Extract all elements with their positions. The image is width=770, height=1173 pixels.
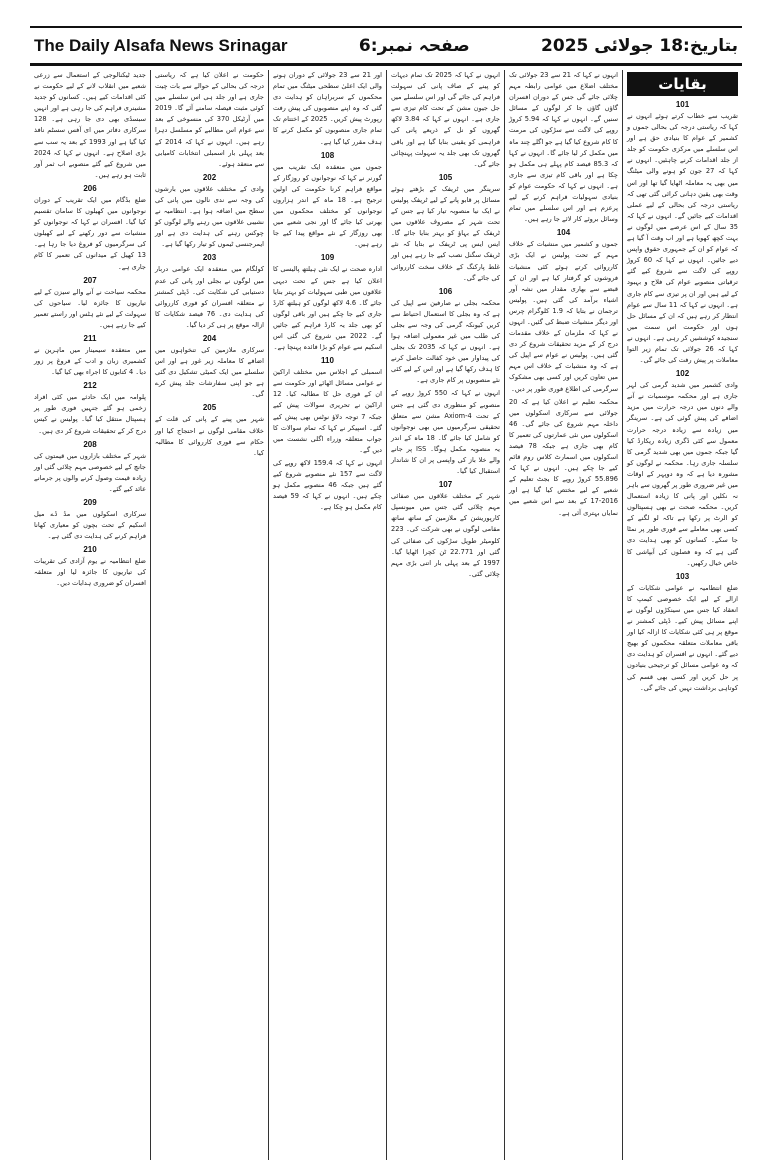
article-number: 109 <box>320 253 335 263</box>
article-text: سرینگر میں ٹریفک کے بڑھتے ہوئے مسائل پر قابو پانے کے لیے ٹریفک پولیس نے ایک نیا منصوبہ تیار کیا ہے جس کے تحت شہر کے مصروف علاقوں میں ٹریفک کے بہاؤ کو بہتر بنایا جائے گا۔ ایس ایس پی ٹریفک نے بتایا کہ نئے ٹریفک سگنل نصب کیے جا رہے ہیں اور غلط پارکنگ کے خلاف سخت کارروائی کی جائے گی۔ <box>391 184 500 282</box>
article-number: 108 <box>320 150 335 160</box>
article-text: شہر کے مختلف علاقوں میں صفائی مہم چلائی گئی جس میں میونسپل کارپوریشن کے ملازمین کے ساتھ ساتھ مقامی لوگوں نے بھی شرکت کی۔ 223 کلومیٹر طویل سڑکوں کی صفائی کی گئی اور 22.771 ٹن کچرا اٹھایا گیا۔ 1997 کے بعد پہلی بار اتنی بڑی مہم چلائی گئی۔ <box>391 492 500 578</box>
column-3 <box>386 70 504 1160</box>
article-text: شہر میں پینے کے پانی کی قلت کے خلاف مقامی لوگوں نے احتجاج کیا اور حکام سے فوری کارروائی کا مطالبہ کیا۔ <box>155 415 264 457</box>
article-number: 202 <box>202 172 217 182</box>
masthead <box>30 26 742 66</box>
article-text: وادی کے مختلف علاقوں میں بارشوں کی وجہ سے ندی نالوں میں پانی کی سطح میں اضافہ ہوا ہے۔ انتظامیہ نے نشیبی علاقوں میں رہنے والے لوگوں کو چوکس رہنے کی ہدایت دی ہے اور ایمرجنسی ٹیموں کو تیار رکھا گیا ہے۔ <box>155 184 264 249</box>
article-number: 211 <box>83 333 97 343</box>
column-1 <box>622 70 742 1160</box>
article-text: ضلع انتظامیہ نے یوم آزادی کی تقریبات کی تیاریوں کا جائزہ لیا اور متعلقہ افسران کو ضروری ہدایات دیں۔ <box>34 557 146 588</box>
article-number: 106 <box>438 286 453 296</box>
article-number: 205 <box>202 403 217 413</box>
article-text: محکمہ بجلی نے صارفین سے اپیل کی ہے کہ وہ بجلی کا استعمال احتیاط سے کریں کیونکہ گرمی کی وجہ سے بجلی کی طلب میں غیر معمولی اضافہ ہوا ہے۔ انہوں نے کہا کہ 2035 تک بجلی کی پیداوار میں خود کفالت حاصل کرنے کا ہدف رکھا گیا ہے اور اس کے لیے کئی نئے منصوبوں پر کام جاری ہے۔ <box>391 298 500 385</box>
article-number: 204 <box>202 333 217 343</box>
column-2 <box>504 70 622 1160</box>
article-text: جموں و کشمیر میں منشیات کے خلاف مہم کے تحت پولیس نے ایک بڑی کارروائی کرتے ہوئے کئی منشیات فروشوں کو گرفتار کیا ہے اور ان کے قبضے سے بھاری مقدار میں نشہ آور اشیاء برآمد کی گئی ہیں۔ پولیس ترجمان نے بتایا کہ 1.9 کلوگرام چرس اور دیگر منشیات ضبط کی گئیں۔ انہوں نے کہا کہ ملزمان کے خلاف مقدمات درج کر کے مزید تحقیقات شروع کر دی گئی ہیں۔ پولیس نے عوام سے اپیل کی ہے کہ وہ منشیات کے خلاف اس مہم میں تعاون کریں اور کسی بھی مشکوک سرگرمی کی اطلاع فوری طور پر دیں۔ <box>509 240 618 393</box>
article-text: انہوں نے کہا کہ 550 کروڑ روپے کے منصوبے کو منظوری دی گئی ہے جس کے تحت Axiom-4 مشن سے متعلق تحقیقی سرگرمیوں میں بھی نوجوانوں کو شامل کیا جائے گا۔ 18 ماہ کے اندر یہ منصوبہ مکمل ہوگا۔ ISS پر جانے والے خلا باز کی واپسی پر ان کا شاندار استقبال کیا گیا۔ <box>391 389 500 476</box>
article-text: محکمہ سیاحت نے آنے والے سیزن کے لیے تیاریوں کا جائزہ لیا۔ سیاحوں کی سہولت کے لیے نئے ہٹس اور راستے تعمیر کیے جا رہے ہیں۔ <box>34 287 146 329</box>
column-5 <box>150 70 268 1160</box>
article-text: سرکاری اسکولوں میں مڈ ڈے میل اسکیم کے تحت بچوں کو معیاری کھانا فراہم کرنے کی ہدایت دی گئی ہے۔ <box>34 510 146 541</box>
article-number: 104 <box>556 228 571 238</box>
article-text: محکمہ تعلیم نے اعلان کیا ہے کہ 20 جولائی سے سرکاری اسکولوں میں داخلہ مہم شروع کی جائے گی۔ 46 اسکولوں میں نئی عمارتوں کی تعمیر کا کام بھی جاری ہے جبکہ 78 فیصد اسکولوں میں اسمارٹ کلاس روم قائم کیے جا چکے ہیں۔ انہوں نے کہا کہ 55.896 کروڑ روپے کا بجٹ تعلیم کے شعبے کے لیے مختص کیا گیا ہے اور 2016-17 کے بعد سے اس شعبے میں نمایاں بہتری آئی ہے۔ <box>509 397 618 517</box>
article-text: کولگام میں منعقدہ ایک عوامی دربار میں لوگوں نے بجلی اور پانی کی عدم دستیابی کی شکایت کی۔ ڈپٹی کمشنر نے متعلقہ افسران کو فوری کارروائی کی ہدایت دی۔ 76 فیصد شکایات کا ازالہ موقع پر ہی کر دیا گیا۔ <box>155 265 264 329</box>
article-text: شہر کے مختلف بازاروں میں قیمتوں کی جانچ کے لیے خصوصی مہم چلائی گئی اور زیادہ قیمت وصول کرنے والوں پر جرمانے عائد کیے گئے۔ <box>34 451 146 493</box>
article-number: 208 <box>83 439 97 449</box>
article-text: ضلع بڈگام میں ایک تقریب کے دوران نوجوانوں میں کھیلوں کا سامان تقسیم کیا گیا۔ افسران نے کہا کہ نوجوانوں کو منشیات سے دور رکھنے کے لیے کھیلوں کی سرگرمیوں کو فروغ دیا جا رہا ہے۔ 13 کھیل کے میدانوں کی تعمیر کا کام جاری ہے۔ <box>34 195 146 271</box>
article-number: 206 <box>83 183 97 193</box>
article-text: انہوں نے کہا کہ 159.4 لاکھ روپے کی لاگت سے 157 نئے منصوبے شروع کیے گئے ہیں جبکہ 46 منصوبے مکمل ہو چکے ہیں۔ انہوں نے کہا کہ 59 فیصد کام مکمل ہو چکا ہے۔ <box>273 458 382 512</box>
article-text: تقریب سے خطاب کرتے ہوئے انہوں نے کہا کہ ریاستی درجہ کی بحالی جموں و کشمیر کے عوام کا بنیادی حق ہے اور اس سلسلے میں مرکزی حکومت کو جلد از جلد اقدامات کرنے چاہئیں۔ انہوں نے کہا کہ 27 جون کو ہونے والی میٹنگ میں بھی یہ معاملہ اٹھایا گیا تھا اور اس وقت بھی یقین دہانی کرائی گئی تھی کہ ریاستی درجہ کی بحالی کے لیے عملی اقدامات کیے جائیں گے۔ انہوں نے کہا کہ 35 سال کے اس عرصے میں لوگوں نے بہت کچھ کھویا ہے اور اب وقت آ گیا ہے کہ عوام کو ان کے جمہوری حقوق واپس دیے جائیں۔ انہوں نے کہا کہ 60 کروڑ روپے کی لاگت سے شروع کیے گئے ترقیاتی منصوبے عوام کی فلاح و بہبود کے لیے ہیں اور ان پر تیزی سے کام جاری ہے۔ انہوں نے کہا کہ 11 سال سے عوام انتظار کر رہے ہیں کہ ان کے مسائل حل ہوں اور حکومت اس سمت میں سنجیدہ کوششیں کر رہی ہے۔ انہوں نے کہا کہ 26 جولائی تک تمام زیر التوا معاملات پر پیش رفت کی جائے گی۔ <box>626 112 738 365</box>
article-number: 209 <box>83 498 97 507</box>
article-text: پلوامہ میں ایک حادثے میں کئی افراد زخمی ہو گئے جنہیں فوری طور پر ہسپتال منتقل کیا گیا۔ پولیس نے کیس درج کر کے تحقیقات شروع کر دی ہیں۔ <box>34 393 146 435</box>
publication-date: بتاریخ:18 جولائی 2025 <box>541 35 738 56</box>
article-text: وادی کشمیر میں شدید گرمی کی لہر جاری ہے اور محکمہ موسمیات نے آنے والے دنوں میں درجہ حرارت میں مزید اضافے کی پیش گوئی کی ہے۔ سرینگر میں زیادہ سے زیادہ درجہ حرارت معمول سے کئی ڈگری زیادہ ریکارڈ کیا گیا جبکہ جموں میں بھی شدید گرمی کا سلسلہ جاری رہا۔ محکمہ نے لوگوں کو مشورہ دیا ہے کہ وہ دوپہر کے اوقات میں غیر ضروری طور پر گھروں سے باہر نہ نکلیں اور پانی کا زیادہ استعمال کریں۔ محکمہ صحت نے بھی ہسپتالوں کو الرٹ پر رکھا ہے تاکہ لو لگنے کے کسی بھی معاملے سے فوری طور پر نمٹا جا سکے۔ کسانوں کو بھی ہدایت دی گئی ہے کہ وہ فصلوں کی آبپاشی کا خاص خیال رکھیں۔ <box>627 381 738 567</box>
article-text: ادارہ صحت نے ایک نئی ہیلتھ پالیسی کا اعلان کیا ہے جس کے تحت دیہی علاقوں میں طبی سہولیات کو بہتر بنایا جائے گا۔ 4.6 لاکھ لوگوں کو ہیلتھ کارڈ جاری کیے جا چکے ہیں اور باقی لوگوں کو بھی جلد یہ کارڈ فراہم کیے جائیں گے۔ 2022 میں شروع کی گئی اس اسکیم سے عوام کو بڑا فائدہ پہنچا ہے۔ <box>273 265 382 352</box>
article-text: انہوں نے کہا کہ 21 سے 23 جولائی تک مختلف اضلاع میں عوامی رابطہ مہم چلائی جائے گی جس کے دوران افسران گاؤں گاؤں جا کر لوگوں کے مسائل سنیں گے۔ انہوں نے کہا کہ 5.94 کروڑ روپے کی لاگت سے سڑکوں کی مرمت کا کام شروع کیا گیا ہے جو اگلے چند ماہ میں مکمل کر لیا جائے گا۔ انہوں نے کہا کہ 85.3 فیصد کام پہلے ہی مکمل ہو چکا ہے اور باقی کام تیزی سے جاری ہے۔ انہوں نے کہا کہ حکومت عوام کو بنیادی سہولیات فراہم کرنے کے لیے پرعزم ہے اور اس سلسلے میں تمام وسائل بروئے کار لائے جا رہے ہیں۔ <box>509 71 618 224</box>
article-text: جدید ٹیکنالوجی کے استعمال سے زرعی شعبے میں انقلاب لانے کے لیے حکومت نے کئی اقدامات کیے ہیں۔ کسانوں کو جدید مشینری فراہم کی جا رہی ہے اور انہیں سبسڈی بھی دی جا رہی ہے۔ 128 سرکاری دفاتر میں ای آفس سسٹم نافذ کیا گیا ہے اور 1993 کے بعد یہ سب سے بڑی اصلاح ہے۔ انہوں نے کہا کہ 2024 میں شروع کیے گئے منصوبے اب ثمر آور ثابت ہو رہے ہیں۔ <box>34 71 147 179</box>
article-number: 110 <box>321 356 334 366</box>
article-text: انہوں نے کہا کہ 2025 تک تمام دیہات کو پینے کے صاف پانی کی سہولت فراہم کی جائے گی اور اس سلسلے میں جل جیون مشن کے تحت کام تیزی سے جاری ہے۔ انہوں نے کہا کہ 3.84 لاکھ گھروں کو نل کے ذریعے پانی کی فراہمی کو یقینی بنایا گیا ہے اور باقی گھروں تک بھی جلد یہ سہولت پہنچائی جائے گی۔ <box>391 71 500 168</box>
article-text: اور 21 سے 23 جولائی کے دوران ہونے والی ایک اعلیٰ سطحی میٹنگ میں تمام محکموں کے سربراہان کو ہدایت دی گئی کہ وہ اپنے منصوبوں کی پیش رفت رپورٹ پیش کریں۔ 2025 کے اختتام تک تمام جاری منصوبوں کو مکمل کرنے کا ہدف مقرر کیا گیا ہے۔ <box>273 71 382 146</box>
article-text: جموں میں منعقدہ ایک تقریب میں گورنر نے کہا کہ نوجوانوں کو روزگار کے مواقع فراہم کرنا حکومت کی اولین ترجیح ہے۔ 18 ماہ کے اندر ہزاروں نوجوانوں کو مختلف محکموں میں بھرتی کیا جائے گا اور نجی شعبے میں بھی روزگار کے نئے مواقع پیدا کیے جا رہے ہیں۔ <box>273 162 383 249</box>
article-text: ضلع انتظامیہ نے عوامی شکایات کے ازالے کے لیے ایک خصوصی کیمپ کا انعقاد کیا جس میں سینکڑوں لوگوں نے اپنے مسائل پیش کیے۔ ڈپٹی کمشنر نے موقع پر ہی کئی شکایات کا ازالہ کیا اور باقی معاملات متعلقہ محکموں کو بھیج دیے گئے۔ انہوں نے افسران کو ہدایت دی کہ وہ عوامی مسائل کو ترجیحی بنیادوں پر حل کریں اور کسی بھی قسم کی کوتاہی برداشت نہیں کی جائے گی۔ <box>627 583 738 692</box>
page-number: صفحہ نمبر:6 <box>358 36 470 56</box>
page-columns <box>30 70 742 1160</box>
article-number: 102 <box>675 369 690 379</box>
article-number: 107 <box>438 480 453 490</box>
article-number: 212 <box>83 381 97 391</box>
article-number: 101 <box>675 100 690 109</box>
article-number: 210 <box>83 545 97 555</box>
article-text: حکومت نے اعلان کیا ہے کہ ریاستی درجہ کی بحالی کے حوالے سے بات چیت جاری ہے اور جلد ہی اس سلسلے میں کوئی مثبت فیصلہ سامنے آئے گا۔ 2019 میں آرٹیکل 370 کی منسوخی کے بعد سے عوام اس مطالبے کو مسلسل دہرا رہے ہیں۔ انہوں نے کہا کہ 2014 کے بعد پہلی بار اسمبلی انتخابات کامیابی سے منعقد ہوئے۔ <box>155 71 264 168</box>
article-text: اسمبلی کے اجلاس میں مختلف اراکین نے عوامی مسائل اٹھائے اور حکومت سے ان کے فوری حل کا مطالبہ کیا۔ 12 اراکین نے تحریری سوالات پیش کیے جبکہ 7 توجہ دلاؤ نوٹس بھی پیش کیے گئے۔ اسپیکر نے کہا کہ تمام سوالات کا جواب متعلقہ وزراء اگلی نشست میں دیں گے۔ <box>273 368 383 454</box>
newspaper-title: The Daily Alsafa News Srinagar <box>34 35 288 55</box>
article-number: 207 <box>83 275 97 285</box>
article-text: میں منعقدہ سیمینار میں ماہرین نے کشمیری زبان و ادب کے فروغ پر زور دیا۔ 4 کتابوں کا اجراء بھی کیا گیا۔ <box>34 345 146 377</box>
column-6 <box>30 70 150 1160</box>
section-banner: بقایات <box>627 72 738 96</box>
column-4 <box>268 70 386 1160</box>
article-number: 203 <box>202 253 217 263</box>
article-number: 105 <box>438 172 453 182</box>
article-number: 103 <box>675 571 690 581</box>
article-text: سرکاری ملازمین کی تنخواہوں میں اضافے کا معاملہ زیر غور ہے اور اس سلسلے میں ایک کمیٹی تشکیل دی گئی ہے جو اپنی سفارشات جلد پیش کرے گی۔ <box>155 345 264 399</box>
